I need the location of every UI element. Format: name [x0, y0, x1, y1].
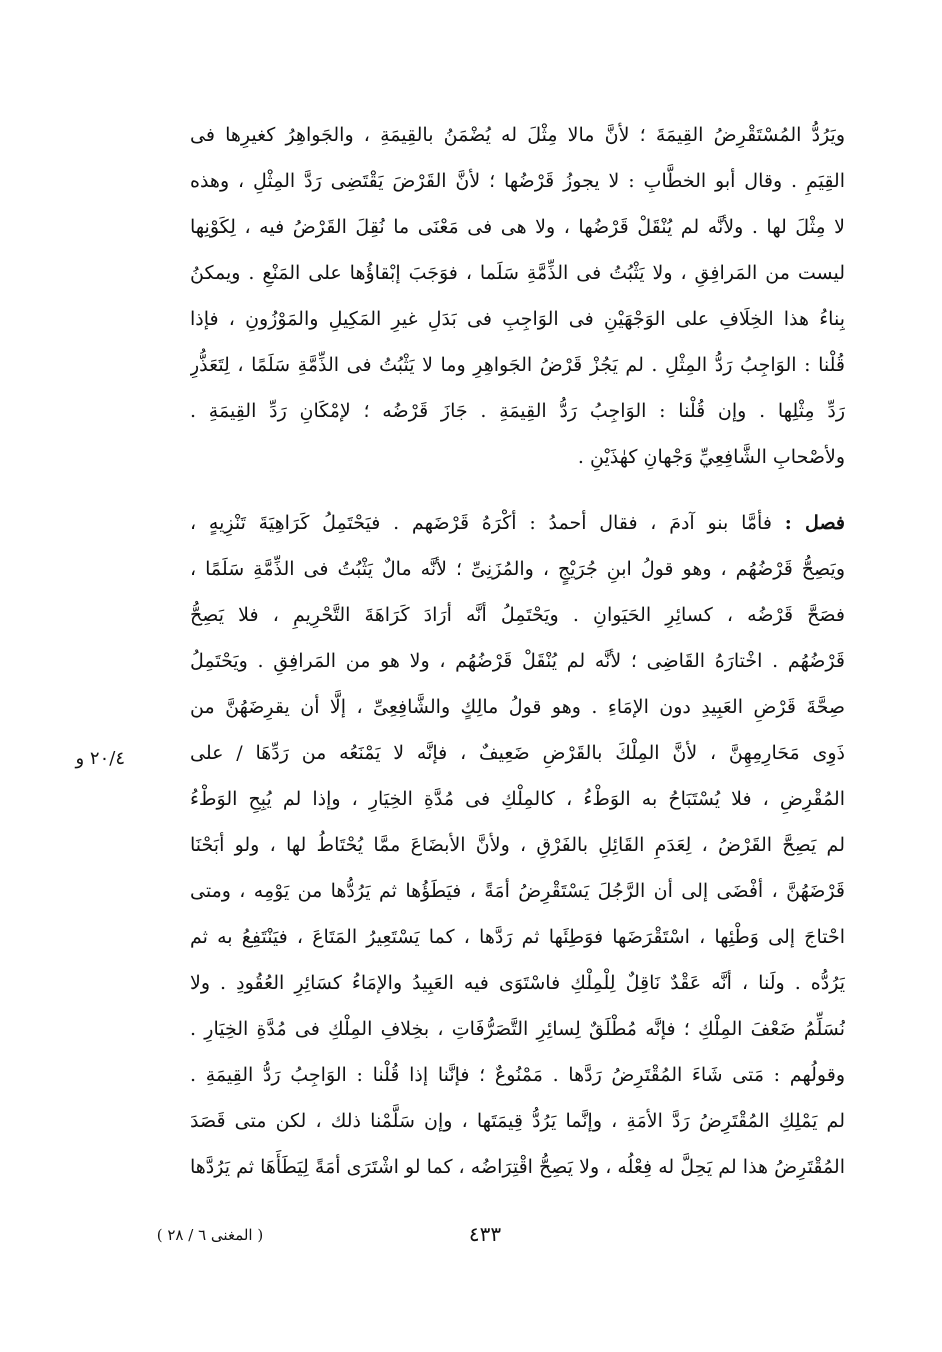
text-line: ويَرُدُّ المُسْتَقْرِضُ القِيمَةَ ؛ لأنَّ مالا مِثْلَ له يُضْمَنُ بالقِيمَةِ ، والجَواهِرُ كغيرِها فى: [190, 124, 845, 146]
page-number: ٤٣٣: [468, 1222, 502, 1246]
text-line: قَرْضُهُم . اخْتارَهُ القَاضِى ؛ لأنَّه لم يُنْقَلْ قَرْضُهُم ، ولا هو من المَرافِقِ . ويَحْتَمِلُ: [190, 650, 845, 672]
text-line: لم يَصِحَّ القَرْضُ ، لِعَدَمِ القَائِلِ بالفَرْقِ ، ولأنَّ الأبضَاعَ ممَّا يُحْتَاطُ لها ، ولو أبَحْنَا: [190, 834, 845, 856]
text-line: لم يَمْلِكِ المُقْتَرِضُ رَدَّ الأمَةِ ، وإنَّما يَرُدُّ قِيمَتَها ، وإن سَلَّمْنا ذلك ، لكن متى قَصَدَ: [190, 1110, 845, 1132]
text-line: صِحَّةَ قَرْضِ العَبِيدِ دون الإمَاءِ . وهو قولُ مالِكٍ والشَّافِعِىِّ ، إلَّا أن يقرِضَهُنَّ من: [190, 696, 845, 718]
text-line: المُقْرِضِ ، فلا يُسْتَبَاحُ به الوَطْءُ ، كالمِلْكِ فى مُدَّةِ الخِيَارِ ، وإذا لم يُبِحِ الوَطْءُ: [190, 788, 845, 810]
text-line: وقولُهم : مَتى شَاءَ المُقْتَرِضُ رَدَّها . مَمْنُوعٌ ؛ فإنَّنا إذا قُلْنا : الوَاجِبُ رَدُّ القِيمَةِ .: [190, 1064, 845, 1086]
paragraph-1: [190, 112, 845, 480]
text-line: ولأصْحابِ الشَّافِعِيِّ وَجْهانِ كهٰذَيْنِ .: [577, 446, 845, 468]
text-line: يَرُدُّه . ولَنا ، أنَّه عَقْدٌ نَاقِلٌ لِلْمِلْكِ فاسْتَوَى فيه العَبِيدُ والإمَاءُ كسَائِرِ العُقُودِ . ولا: [190, 972, 845, 994]
text-line: فصَحَّ قَرْضُه ، كسائِرِ الحَيَوانِ . ويَحْتَمِلُ أنَّه أرَادَ كَرَاهَةَ التَّحْرِيمِ ، فلا يَصِحُّ: [190, 604, 845, 626]
text-line: احْتاجَ إلى وَطْئِها ، اسْتَقْرَضَها فوَطِئَها ثم رَدَّها ، كما يَسْتَعِيرُ المَتَاعَ ، فيَنْتَفِعُ به ثم: [190, 926, 845, 948]
margin-note: ٢٠/٤ و: [75, 748, 125, 769]
main-text: [190, 112, 845, 1190]
text-line: المُقْتَرِضُ هذا لم يَحِلَّ له فِعْلُه ، ولا يَصِحُّ اقْتِرَاضُه ، كما لو اشْتَرَى أمَةً لِيَطَأَهَا ثم يَرُدَّها: [190, 1156, 845, 1178]
signature-mark: ( المغنى ٦ / ٢٨ ): [156, 1226, 264, 1244]
text-line: ويَصِحُّ قَرْضُهُم ، وهو قولُ ابنِ جُرَيْجٍ ، والمُزَنِىِّ ؛ لأنَّه مالٌ يَثْبُتُ فى الذِّمَّةِ سَلَمًا ،: [190, 558, 845, 580]
text-line-content: فأمَّا بنو آدمَ ، فقال أحمدُ : أكْرَهُ قَرْضَهم . فيَحْتَمِلُ كَرَاهِيَةَ تَنْزِيهٍ ،: [190, 512, 772, 534]
paragraph-gap: [190, 480, 845, 500]
text-line: قُلْنا : الوَاجِبُ رَدُّ المِثْلِ . لم يَجُزْ قَرْضُ الجَواهِرِ وما لا يَثْبُتُ فى الذِّمَّةِ سَلَمًا ، لِتَعَذُّرِ: [190, 354, 845, 376]
text-line-first: [190, 500, 845, 546]
text-line: نُسَلِّمُ ضَعْفَ المِلْكِ ؛ فإنَّه مُطْلَقٌ لِسائِرِ التَّصَرُّفَاتِ ، بخِلافِ المِلْكِ فى مُدَّةِ الخِيَارِ .: [190, 1018, 845, 1040]
text-line: بِناءُ هذا الخِلَافِ على الوَجْهَيْنِ فى الوَاجِبِ فى بَدَلِ غيرِ المَكِيلِ والمَوْزُونِ ، فإذا: [190, 308, 845, 330]
paragraph-2: [190, 500, 845, 1190]
text-line: لا مِثْلَ لها . ولأنَّه لم يُنْقَلْ قَرْضُها ، ولا هى فى مَعْنَى ما نُقِلَ القَرْضُ فيه ، لِكَوْنِها: [190, 216, 845, 238]
text-line: رَدِّ مِثْلِها . وإن قُلْنا : الوَاجِبُ رَدُّ القِيمَةِ . جَازَ قَرْضُه ؛ لإمْكَانِ رَدِّ القِيمَةِ .: [190, 400, 845, 422]
text-line: ذَوِى مَحَارِمِهِنَّ ، لأنَّ المِلْكَ بالقَرْضِ ضَعِيفٌ ، فإنَّه لا يَمْنَعُه من رَدِّهَا / على: [190, 742, 845, 764]
text-line: قَرْضَهُنَّ ، أفْضَى إلى أن الرَّجُلَ يَسْتَقْرِضُ أمَةً ، فيَطَؤُها ثم يَرُدُّها من يَوْمِه ، ومتى: [190, 880, 845, 902]
section-heading: فصل :: [784, 512, 845, 534]
text-line: ليست من المَرافِقِ ، ولا يَثْبُتُ فى الذِّمَّةِ سَلَما ، فوَجَبَ إبْقاؤُها على المَنْعِ . ويمكنُ: [190, 262, 845, 284]
text-line: القِيَمِ . وقال أبو الخطَّابِ : لا يجوزُ قَرْضُها ؛ لأنَّ القَرْضَ يَقْتَضِى رَدَّ المِثْلِ ، وهذه: [190, 170, 845, 192]
